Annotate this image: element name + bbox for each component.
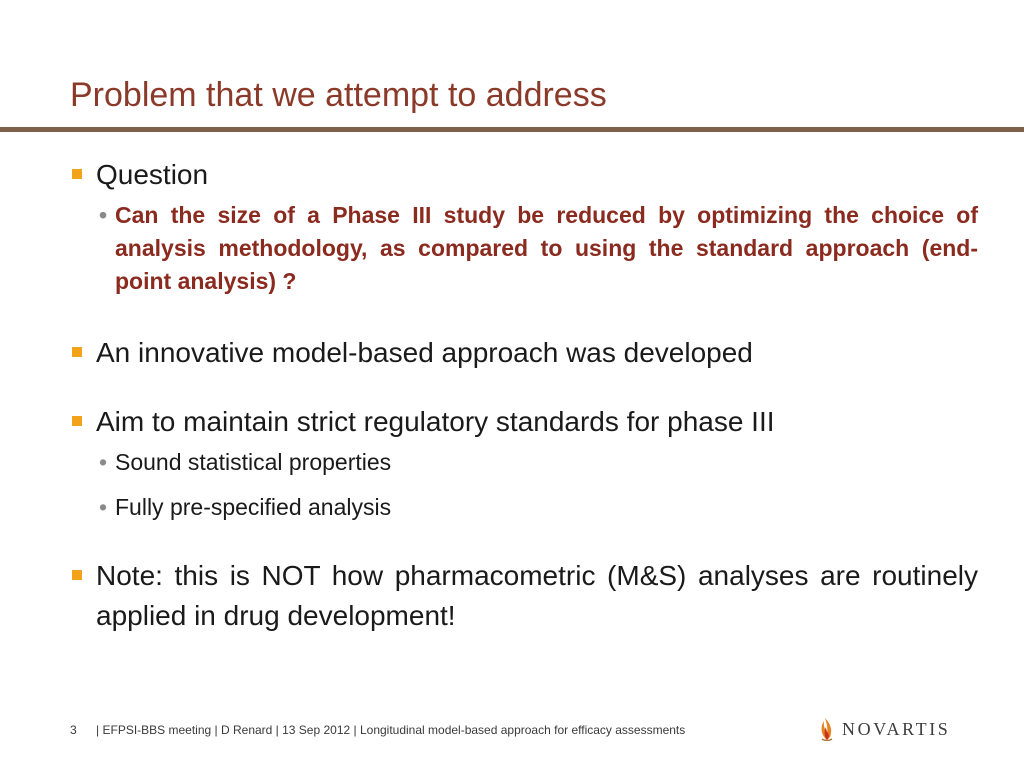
bullet-regulatory-standards xyxy=(70,403,978,440)
footer-text: | EFPSI-BBS meeting | D Renard | 13 Sep 2012 | Longitudinal model-based approach for efficacy assessments xyxy=(96,723,686,737)
slide-title: Problem that we attempt to address xyxy=(70,76,607,114)
logo-wordmark: NOVARTIS xyxy=(842,718,951,739)
dot-bullet-icon: • xyxy=(99,494,108,520)
bullet-note xyxy=(70,556,978,636)
novartis-flame-icon xyxy=(818,713,836,746)
bullet-text: Note: this is NOT how pharmacometric (M&S) analyses are routinely applied in drug development! xyxy=(96,560,978,631)
square-bullet-icon xyxy=(72,416,82,426)
bullet-text: An innovative model-based approach was developed xyxy=(96,337,753,368)
square-bullet-icon xyxy=(72,570,82,580)
bullet-text: Question xyxy=(96,159,209,190)
square-bullet-icon xyxy=(72,347,82,357)
bullet-innovative-approach xyxy=(70,334,978,371)
slide-content xyxy=(70,156,978,636)
dot-bullet-icon: • xyxy=(99,449,108,475)
title-divider xyxy=(0,127,1024,132)
sub-bullet-question-detail xyxy=(70,199,978,298)
bullet-text: Aim to maintain strict regulatory standards for phase III xyxy=(96,406,775,437)
dot-bullet-icon: • xyxy=(99,202,108,228)
bullet-question xyxy=(70,156,978,193)
page-number: 3 xyxy=(70,723,77,737)
sub-bullet-text: Fully pre-specified analysis xyxy=(115,494,392,520)
novartis-logo xyxy=(818,714,950,744)
slide-footer xyxy=(70,723,685,737)
square-bullet-icon xyxy=(72,169,82,179)
sub-bullet-statistical-properties xyxy=(70,446,978,479)
sub-bullet-text: Can the size of a Phase III study be reduced by optimizing the choice of analysis methodology, as compared to using the standard approach (end-point analysis) ? xyxy=(115,202,978,294)
sub-bullet-prespecified-analysis xyxy=(70,491,978,524)
sub-bullet-text: Sound statistical properties xyxy=(115,449,392,475)
